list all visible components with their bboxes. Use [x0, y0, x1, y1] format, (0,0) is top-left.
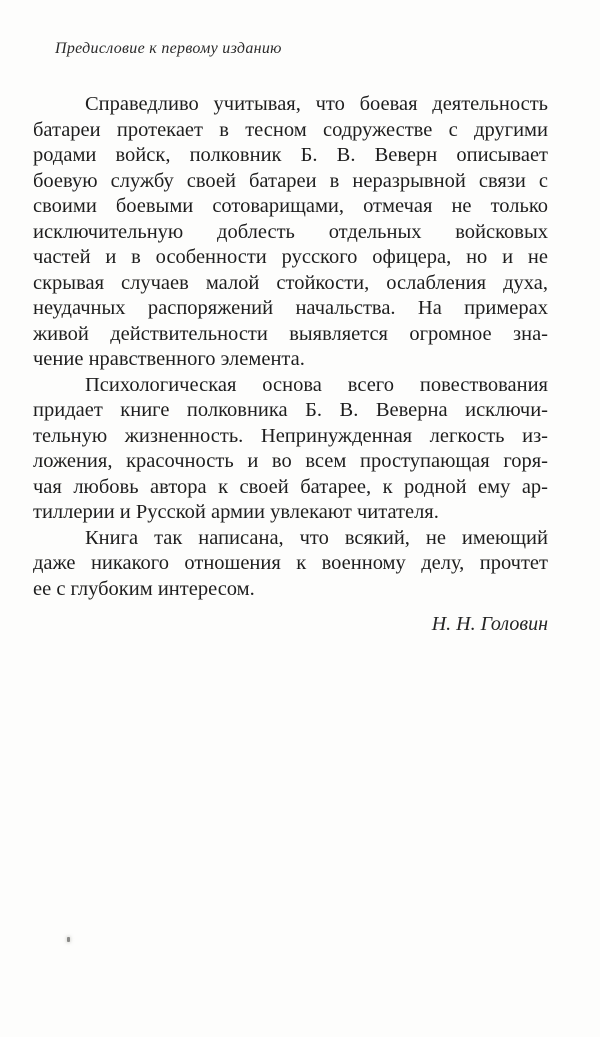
- text-line: Справедливо учитывая, что боевая деятельность: [85, 93, 548, 115]
- paragraph: [33, 373, 548, 526]
- text-line: придает книге полковника Б. В. Веверна исключи-: [33, 399, 548, 421]
- text-line: тельную жизненность. Непринужденная легкость из-: [33, 424, 548, 447]
- body-text: [33, 92, 548, 602]
- text-line: своими боевыми сотоварищами, отмечая не только: [33, 195, 548, 217]
- text-line: исключительную доблесть отдельных войсковых: [33, 220, 548, 243]
- text-line: частей и в особенности русского офицера, но и не: [33, 246, 548, 268]
- text-line: неудачных распоряжений начальства. На примерах: [33, 297, 548, 319]
- text-line: живой действительности выявляется огромное зна-: [33, 322, 548, 345]
- text-line: ее с глубоким интересом.: [33, 577, 255, 600]
- text-line: боевую службу своей батареи в неразрывной связи с: [33, 169, 548, 192]
- text-line: Психологическая основа всего повествования: [85, 373, 548, 396]
- scan-speck-artifact: [67, 937, 70, 942]
- text-line: чая любовь автора к своей батарее, к родной ему ар-: [33, 475, 548, 498]
- author-signature: Н. Н. Головин: [431, 613, 548, 635]
- text-line: родами войск, полковник Б. В. Веверн описывает: [33, 144, 548, 166]
- text-line: ложения, красочность и во всем проступающая горя-: [33, 450, 548, 472]
- text-line: даже никакого отношения к военному делу, прочтет: [33, 552, 548, 574]
- text-line: Книга так написана, что всякий, не имеющий: [85, 526, 548, 549]
- text-line: чение нравственного элемента.: [33, 348, 305, 370]
- paragraph: [33, 92, 548, 373]
- text-line: скрывая случаев малой стойкости, ослабления духа,: [33, 271, 548, 294]
- running-head: Предисловие к первому изданию: [55, 40, 282, 57]
- paragraph: [33, 526, 548, 603]
- text-line: тиллерии и Русской армии увлекают читателя.: [33, 501, 439, 523]
- text-line: батареи протекает в тесном содружестве с другими: [33, 118, 548, 141]
